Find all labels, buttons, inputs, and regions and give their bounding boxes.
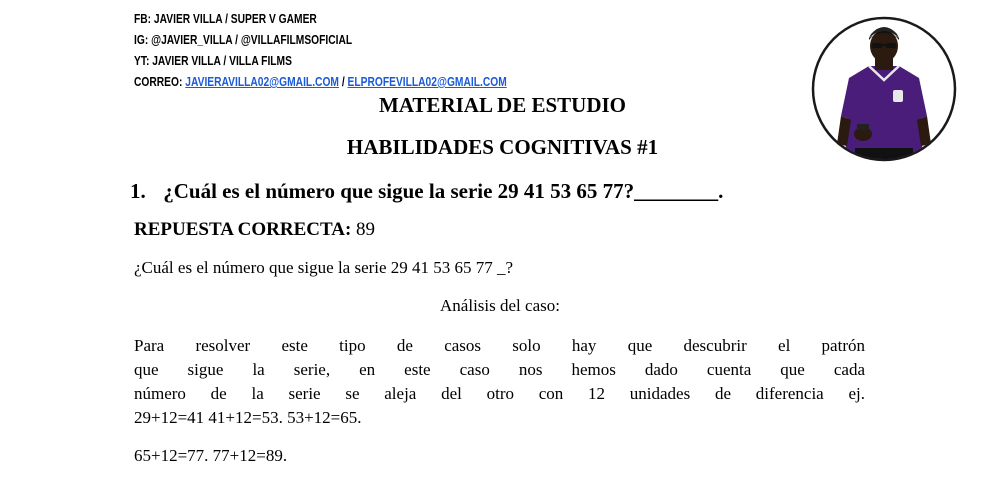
contact-email-label: CORREO:: [134, 75, 183, 89]
analysis-line: 29+12=41 41+12=53. 53+12=65.: [134, 408, 362, 427]
contact-email-separator: /: [341, 75, 345, 89]
analysis-heading: Análisis del caso:: [440, 296, 560, 315]
contact-block: [134, 9, 507, 93]
analysis-final-line: 65+12=77. 77+12=89.: [134, 446, 288, 465]
analysis-paragraph: [134, 334, 865, 430]
contact-instagram: IG: @JAVIER_VILLA / @VILLAFILMSOFICIAL: [134, 33, 353, 47]
contact-email-line: [134, 72, 507, 93]
contact-facebook: FB: JAVIER VILLA / SUPER V GAMER: [134, 12, 317, 26]
document-title: MATERIAL DE ESTUDIO: [379, 93, 626, 117]
contact-youtube: YT: JAVIER VILLA / VILLA FILMS: [134, 54, 292, 68]
contact-email-link-2[interactable]: ELPROFEVILLA02@GMAIL.COM: [347, 75, 507, 89]
contact-email-link-1[interactable]: JAVIERAVILLA02@GMAIL.COM: [185, 75, 339, 89]
answer-value: 89: [356, 219, 376, 240]
question-item: [130, 179, 723, 204]
question-number: 1.: [130, 179, 146, 203]
document-subtitle: HABILIDADES COGNITIVAS #1: [346, 135, 659, 159]
answer-label: REPUESTA CORRECTA:: [134, 219, 352, 240]
restated-question: ¿Cuál es el número que sigue la serie 29 41 53 65 77 _?: [134, 258, 514, 277]
analysis-line: número de la serie se aleja del otro con 12 unidades de diferencia ej.: [134, 384, 865, 403]
question-text: ¿Cuál es el número que sigue la serie 29 41 53 65 77?________.: [163, 179, 724, 203]
analysis-line: que sigue la serie, en este caso nos hemos dado cuenta que cada: [134, 360, 865, 379]
answer-line: [134, 219, 375, 241]
analysis-line: Para resolver este tipo de casos solo hay que descubrir el patrón: [134, 336, 865, 355]
